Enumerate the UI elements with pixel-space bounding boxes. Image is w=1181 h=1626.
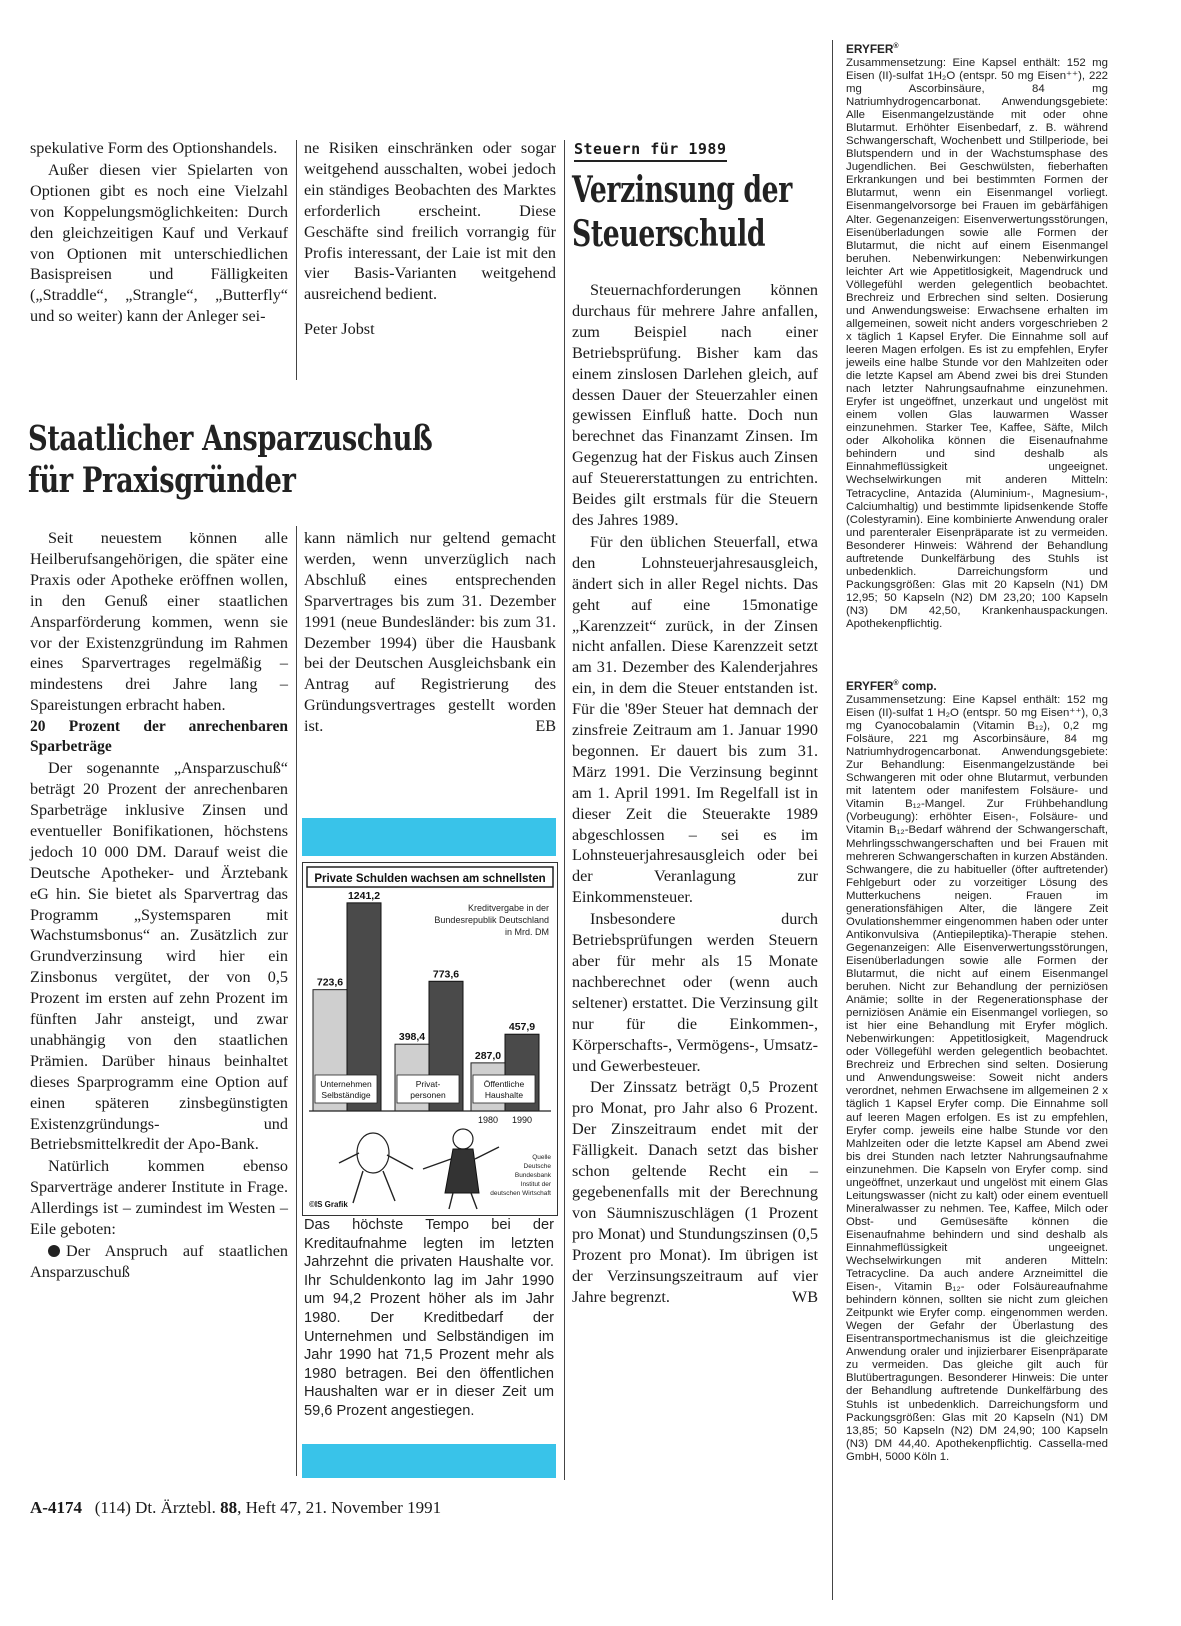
drug2-suffix: comp.: [901, 678, 937, 693]
steuern-headline-line2: Steuerschuld: [572, 213, 766, 255]
steuern-headline: [572, 168, 792, 256]
credit-chart: [303, 863, 557, 1215]
chart-box: [302, 862, 558, 1216]
category-label: Privat-: [415, 1079, 441, 1089]
ansparzuschuss-headline: [28, 418, 432, 502]
ansparzuschuss-sign: EB: [535, 717, 556, 736]
chart-bottom-bar: [302, 1444, 556, 1478]
bar-1990-value: 1241,2: [347, 889, 381, 902]
cartoon-figure-left: [357, 1133, 389, 1173]
chart-note-line: in Mrd. DM: [504, 927, 549, 937]
category-label: personen: [410, 1090, 446, 1100]
ansparzuschuss-col2-paragraph: [304, 528, 556, 737]
chart-credit: ©IS Grafik: [309, 1200, 348, 1209]
options-col1: [30, 138, 288, 327]
chart-caption: Das höchste Tempo bei der Kreditaufnahme legten im letzten Jahrzehnt die privaten Haushalte vor. Ihr Schuldenkonto lag im Jahr 1990 um 94,2 Prozent höher als im Jahr 1980. Der Kreditbedarf der Unternehmen und Selbständigen im Jahr 1990 hat 71,5 Prozent mehr als 1980 betragen. Bei den öffentlichen Haushalten war er in dieser Zeit um 59,6 Prozent angestiegen.: [304, 1217, 554, 1419]
ansparzuschuss-col2-text: kann nämlich nur geltend gemacht werden, wenn unverzüglich nach Abschluß eines entsprechenden Sparvertrages bis zum 31. Dezember 1991 (neue Bundesländer: bis zum 31. Dezember 1994) über die Hausbank bei der Deutschen Ausgleichsbank ein Antrag auf Registrierung des Gründungsvertrages gestellt worden ist.: [304, 529, 556, 736]
bar-1980-value: 723,6: [316, 976, 344, 989]
chart-note-line: Bundesrepublik Deutschland: [434, 915, 549, 925]
steuern-paragraph4: [572, 1077, 818, 1307]
chart-source-line: Deutsche: [523, 1163, 551, 1170]
category-label: Selbständige: [321, 1090, 371, 1100]
cartoon-figure-right-head: [453, 1129, 473, 1149]
chart-source-line: deutschen Wirtschaft: [490, 1190, 551, 1197]
drug-sidebar: [846, 40, 1108, 1464]
ansparzuschuss-col2: [304, 528, 556, 737]
column-rule: [296, 526, 297, 1476]
drug1-name-row: [846, 40, 1108, 56]
bullet-icon: [48, 1245, 60, 1257]
ansparzuschuss-paragraph3: Natürlich kommen ebenso Sparverträge anderer Institute in Frage. Allerdings ist – zumindest im Westen – Eile geboten:: [30, 1157, 288, 1239]
category-label: Unternehmen: [320, 1079, 372, 1089]
chart-source-line: Bundesbank: [514, 1172, 551, 1179]
steuern-kicker: Steuern für 1989: [574, 140, 727, 162]
chart-source-line: Quelle: [532, 1154, 551, 1161]
citation-volume: 88: [220, 1498, 238, 1517]
options-col1-top: spekulative Form des Optionshandels.: [30, 139, 278, 157]
ansparzuschuss-bullet-text: Der Anspruch auf staatlichen Ansparzuschuß: [30, 1242, 288, 1281]
category-label: Haushalte: [484, 1090, 524, 1100]
options-col1-paragraph: Außer diesen vier Spielarten von Optionen gibt es noch eine Vielzahl von Koppelungsmöglichkeiten: Durch den gleichzeitigen Kauf und Verkauf von Optionen mit unterschiedlichen Basispreisen und Fälligkeiten („Straddle“, „Strangle“, „Butterfly“ und so weiter) kann der Anleger sei-: [30, 160, 288, 326]
options-byline: Peter Jobst: [304, 320, 375, 339]
sidebar-rule: [832, 40, 833, 1600]
cartoon-figure-right-body: [445, 1149, 479, 1193]
chart-top-bar: [302, 818, 556, 856]
drug2-name-row: [846, 677, 1108, 693]
drug2-text: Zusammensetzung: Eine Kapsel enthält: 152 mg Eisen (II)-sulfat 1 H₂O (entspr. 50 mg Eisen⁺⁺), 0,3 mg Cyanocobalamin (Vitamin B₁₂), 0,2 mg Folsäure, 221 mg Ascorbinsäure, 84 mg Natriumhydrogencarbonat. Anwendungsgebiete: Zur Behandlung: Eisenmangelzustände bei Schwangeren mit oder ohne Blutarmut, verbunden mit latentem oder manifestem Folsäure- und Vitamin B₁₂-Mangel. Zur Frühbehandlung (Vorbeugung): erhöhter Eisen-, Folsäure- und Vitamin B₁₂-Bedarf während der Schwangerschaft, Mehrlingsschwangerschaften und bei Frauen mit mehreren Schwangerschaften in kurzen Abständen. Schwangere, die zu habitueller (öfter auftretender) Fehlgeburt oder zu vorzeitiger Lösung des Mutterkuchens neigen. Frauen im generationsfähigen Alter, die längere Zeit Ovulationshemmer eingenommen haben oder unter Antikonvulsiva (Antiepileptika)-Therapie stehen. Gegenanzeigen: Alle Eisenverwertungsstörungen, Eisenüberladungen sowie alle Formen der Blutarmut, die nicht auf einem Eisenmangel beruhen. Nicht zur Behandlung der perniziösen Anämie; sollte in der Regenerationsphase der perniziösen Anämie ein Eisenmangel vorliegen, so ist hier eine Behandlung mit Eryfer möglich. Nebenwirkungen: Appetitlosigkeit, Magendruck oder Völlegefühl werden gelegentlich beobachtet. Brechreiz und Erbrechen sind selten. Dosierung und Anwendungsweise: Soweit nicht anders verordnet, nehmen Erwachsene im allgemeinen 2 x täglich 1 Kapsel Eryfer comp. Die Einnahme soll auf leeren Magen erfolgen. Es ist zu empfehlen, Eryfer comp. jeweils eine halbe Stunde vor den Mahlzeiten oder die letzte Kapsel am Abend zwei bis drei Stunden nach letzter Nahrungsaufnahme einzunehmen. Die Kapseln von Eryfer comp. sind ungeöffnet, unzerkaut und ungelöst mit einem Glas Leitungswasser (nicht zu kalt) oder einem eventuell Mineralwasser zu nehmen. Tee, Kaffee, Milch oder Obst- und Gemüsesäfte können die Eisenaufnahme behindern und sind deshalb als Einnahmeflüssigkeit ungeeignet. Wechselwirkungen mit anderen Mitteln: Tetracycline. Da auch andere Arzneimittel die Eisen-, Vitamin B₁₂- oder Folsäureaufnahme behindern können, sollten sie nicht zum gleichen Zeitpunkt wie Eryfer comp. eingenommen werden. Wegen der Gefahr der Überlastung des Eisentransportmechanismus ist die gleichzeitige Anwendung oraler und injizierbarer Eisenpräparate zu vermeiden. Das gleiche gilt auch für Blutübertragungen. Besonderer Hinweis: Die unter der Behandlung auftretende Dunkelfärbung des Stuhls ist unbedenklich. Darreichungsform und Packungsgrößen: Glas mit 20 Kapseln (N1) DM 13,85; 50 Kapseln (N2) DM 24,90; 100 Kapseln (N3) DM 44,40. Apothekenpflichtig. Cassella-med GmbH, 5000 Köln 1.: [846, 694, 1108, 1463]
bar-1990-value: 457,9: [508, 1021, 536, 1034]
bar-1980-value: 398,4: [398, 1031, 426, 1044]
drug1-mark: ®: [893, 43, 899, 50]
page-footer: [30, 1498, 441, 1518]
citation-prefix: (114) Dt. Ärztebl.: [94, 1498, 216, 1517]
ansparzuschuss-intro: Seit neuestem können alle Heilberufsangehörigen, die später eine Praxis oder Apotheke eröffnen wollen, in den Genuß einer staatlichen Ansparförderung kommen, wenn sie vor der Existenzgründung im Rahmen eines Sparvertrages regelmäßig – mindestens drei Jahre lang – Spareistungen erbracht haben.: [30, 529, 288, 715]
page-code: A-4174: [30, 1498, 82, 1517]
chart-source-line: Institut der: [520, 1181, 551, 1188]
column-rule: [564, 140, 565, 1480]
steuern-headline-line1: Verzinsung der: [572, 169, 792, 211]
drug2-name: ERYFER: [846, 678, 894, 693]
options-col2: [304, 138, 556, 340]
column-rule: [296, 140, 297, 380]
ansparzuschuss-paragraph2: Der sogenannte „Ansparzuschuß“ beträgt 20 Prozent der anrechenbaren Sparbeträge inklusive Zinsen und eventueller Bonifikationen, höchstens jedoch 10 000 DM. Darauf weist die Deutsche Apotheker- und Ärztebank eG hin. Sie bietet als Sparvertrag das Programm „Systemsparen mit Wachstumsbonus“ an. Zusätzlich zur Grundverzinsung wird hier ein Zinsbonus vergütet, der von 0,5 Prozent im ersten auf zehn Prozent im fünften Jahr ansteigt, und zwar unabhängig von den staatlichen Prämien. Darüber hinaus beinhaltet dieses Sparprogramm eine Option auf einen späteren zinsbegünstigten Existenzgründungs- und Betriebsmittelkredit der Apo-Bank.: [30, 759, 288, 1154]
ansparzuschuss-col1: [30, 528, 288, 1283]
category-label: Öffentliche: [483, 1079, 525, 1089]
ansparzuschuss-subhead: 20 Prozent der anrechenbaren Sparbeträge: [30, 718, 288, 756]
drug2-mark: ®: [893, 680, 899, 688]
drug1-text: Zusammensetzung: Eine Kapsel enthält: 152 mg Eisen (II)-sulfat 1H₂O (entspr. 50 mg Eisen⁺⁺), 222 mg Ascorbinsäure, 84 mg Natriumhydrogencarbonat. Anwendungsgebiete: Alle Eisenmangelzustände mit oder ohne Blutarmut. Erhöhter Eisenbedarf, z. B. während Schwangerschaft, Wochenbett und Stillperiode, bei Blutspendern und in der Wachstumsphase des Jugendlichen. Bei Geschwülsten, fieberhaften Erkrankungen und bei bestimmten Formen der Blutarmut, wenn ein Eisenmangel vorliegt. Eisenmangelvorsorge bei Frauen im gebärfähigen Alter. Gegenanzeigen: Eisenverwertungsstörungen, Eisenüberladungen sowie alle Formen der Blutarmut, die nicht auf einem Eisenmangel beruhen. Nebenwirkungen: Nebenwirkungen leichter Art wie Appetitlosigkeit, Magendruck und Völlegefühl werden gelegentlich beobachtet. Brechreiz und Erbrechen sind selten. Dosierung und Anwendungsweise: Erwachsene erhalten im allgemeinen, soweit nicht anders vorgeschrieben 2 x täglich 1 Kapsel Eryfer. Die Einnahme soll auf leeren Magen erfolgen. Es ist zu empfehlen, Eryfer jeweils eine halbe Stunde vor den Mahlzeiten oder die letzte Kapsel am Abend zwei bis drei Stunden nach letzter Nahrungsaufnahme einzunehmen. Eryfer ist ungeöffnet, unzerkaut und ungelöst mit einem vollen Glas lauwarmen Wasser einzunehmen. Starker Tee, Kaffee, Säfte, Milch oder Alkoholika können die Eisenaufnahme behindern und sind deshalb als Einnahmeflüssigkeit ungeeignet. Wechselwirkungen mit anderen Mitteln: Tetracycline, Antazida (Aluminium-, Magnesium-, Calciumhaltig) und bestimmte lipidsenkende Stoffe (Colestyramin). Eine kombinierte Anwendung oraler und parenteraler Eisenpräparate ist zu vermeiden. Besonderer Hinweis: Während der Behandlung auftretende Dunkelfärbung des Stuhls ist unbedenklich. Darreichungsform und Packungsgrößen: Glas mit 20 Kapseln (N1) DM 12,95; 50 Kapseln (N2) DM 23,20; 100 Kapseln (N3) DM 42,50, Krankenhauspackungen. Apothekenpflichtig.: [846, 56, 1108, 630]
bar-1990-value: 773,6: [432, 968, 460, 981]
steuern-column: [572, 280, 818, 1307]
ansparzuschuss-headline-line1: Staatlicher Ansparzuschuß: [28, 418, 433, 459]
steuern-sign: WB: [791, 1287, 818, 1306]
year-label-1990: 1990: [511, 1115, 533, 1125]
options-col2-paragraph: ne Risiken einschränken oder sogar weitgehend ausschalten, wobei jedoch ein ständiges Beobachten des Marktes erforderlich erscheint. Diese Geschäfte sind freilich vorrangig für Profis interessant, der Laie ist mit den vier Basis-Varianten weitgehend ausreichend bedient.: [304, 139, 556, 304]
steuern-paragraph4-text: Der Zinssatz beträgt 0,5 Prozent pro Monat, pro Jahr also 6 Prozent. Der Zinszeitraum endet mit der Fälligkeit. Danach setzt das bisher schon geltende Recht ein – gegebenenfalls mit der Berechnung von Säumniszuschlägen (1 Prozent pro Monat) und Stundungszinsen (0,5 Prozent pro Monat). Im übrigen ist der Verzinsungszeitraum auf vier Jahre begrenzt.: [572, 1078, 818, 1306]
ansparzuschuss-bullet-paragraph: [30, 1241, 288, 1283]
ansparzuschuss-headline-line2: für Praxisgründer: [28, 460, 296, 501]
steuern-paragraph1: Steuernachforderungen können durchaus für mehrere Jahre anfallen, zum Beispiel nach einer Betriebsprüfung. Bisher kam das einem zinslosen Darlehen gleich, auf dessen Dauer der Steuerzahler einen gewissen Einfluß hatte. Doch nun berechnet das Finanzamt Zinsen. Im Gegenzug hat der Fiskus auch Zinsen auf Steuererstattungen zu entrichten. Beides gilt erstmals für die Steuern des Jahres 1989.: [572, 281, 818, 529]
steuern-paragraph3: Insbesondere durch Betriebsprüfungen werden Steuern aber für mehr als 15 Monate nachberechnet oder (wenn auch seltener) erstattet. Die Verzinsung gilt nur für die Einkommen-, Körperschafts-, Vermögens-, Umsatz- und Gewerbesteuer.: [572, 910, 818, 1075]
chart-note-line: Kreditvergabe in der: [467, 903, 549, 913]
chart-title: Private Schulden wachsen am schnellsten: [314, 873, 546, 885]
drug1-name: ERYFER: [846, 41, 894, 56]
year-label-1980: 1980: [477, 1115, 499, 1125]
bar-1980-value: 287,0: [474, 1049, 502, 1062]
steuern-paragraph2: Für den üblichen Steuerfall, etwa den Lohnsteuerjahresausgleich, ändert sich in aller Regel nichts. Das geht auf eine 15monatige „Karenzzeit“ zurück, in der Zinsen nicht anfallen. Diese Karenzzeit setzt am 31. Dezember des Kalenderjahres ein, in dem die Steuer entstanden ist. Für die '89er Steuer hat demnach der zinsfreie Zeitraum am 1. Januar 1990 begonnen. Er dauert bis zum 31. März 1991. Die Verzinsung beginnt am 1. April 1991. Im Regelfall ist in dieser Zeit die Steuerakte 1989 abgeschlossen – sei es im Lohnsteuerjahresausgleich oder bei der Veranlagung zur Einkommensteuer.: [572, 532, 818, 907]
citation-suffix: , Heft 47, 21. November 1991: [237, 1498, 442, 1517]
